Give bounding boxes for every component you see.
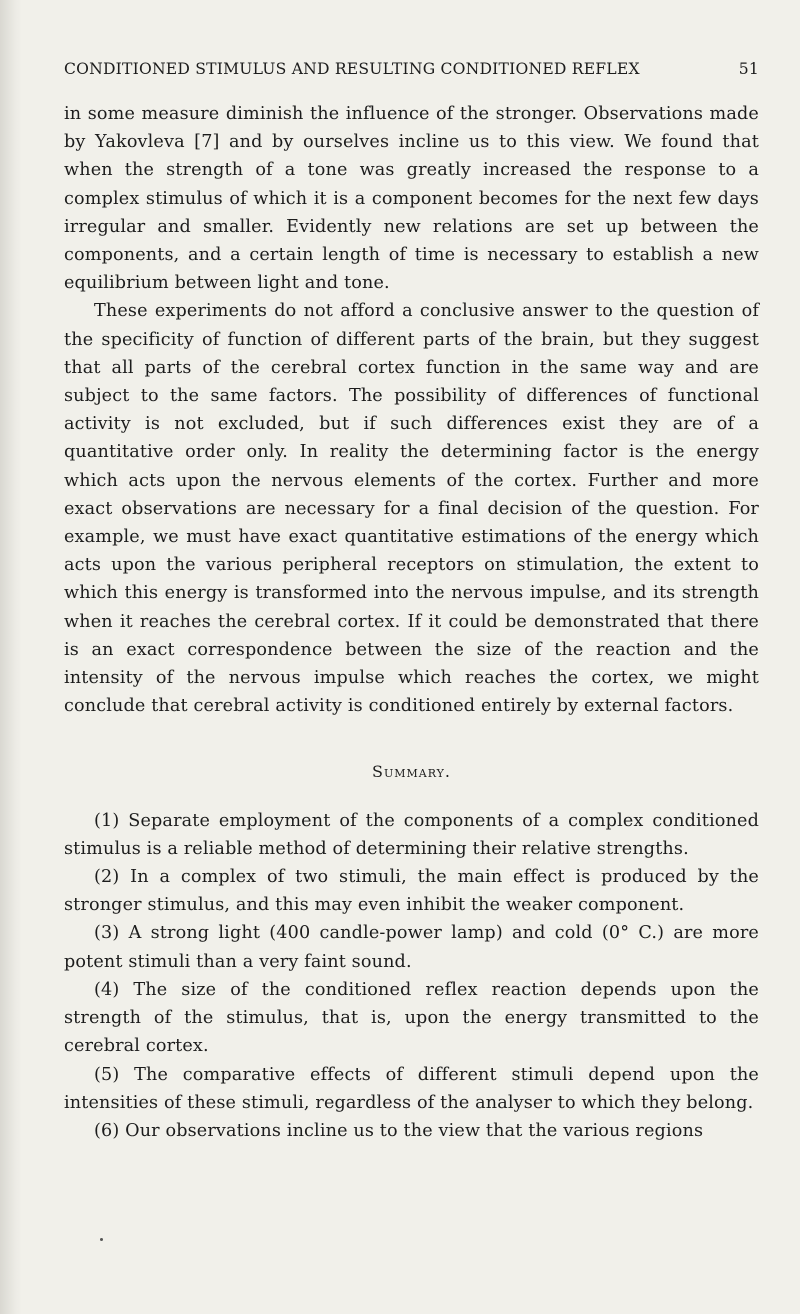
summary-item: (4) The size of the conditioned reflex reaction depends upon the strength of the stimulus, that is, upon the energy transmitted to the cerebral cortex. [64, 979, 759, 1057]
paragraph: These experiments do not afford a conclusive answer to the question of the specificity of function of different parts of the brain, but they suggest that all parts of the cerebral cortex function in the same way and are subject to the same factors. The possibility of differences of functional activity is not excluded, but if such differences exist they are of a quantitative order only. In reality the determining factor is the energy which acts upon the nervous elements of the cortex. Further and more exact observations are necessary for a final decision of the question. For example, we must have exact quantitative estimations of the energy which acts upon the various peripheral receptors on stimulation, the extent to which this energy is transformed into the nervous impulse, and its strength when it reaches the cerebral cortex. If it could be demonstrated that there is an exact correspondence between the size of the reaction and the intensity of the nervous impulse which reaches the cortex, we might conclude that cerebral activity is conditioned entirely by external factors. [64, 301, 759, 717]
page-gutter-shadow [0, 0, 22, 1314]
body-text [64, 100, 759, 1145]
page-number: 51 [738, 60, 759, 78]
running-head [64, 60, 759, 78]
paper-speck [100, 1238, 103, 1241]
summary-heading: Summary. [372, 762, 451, 782]
summary-item: (5) The comparative effects of different stimuli depend upon the intensities of these stimuli, regardless of the analyser to which they belong. [64, 1064, 759, 1113]
summary-item: (1) Separate employment of the components of a complex conditioned stimulus is a reliable method of determining their relative strengths. [64, 810, 759, 859]
paragraph-continued: in some measure diminish the influence of the stronger. Observations made by Yakovleva [7] and by ourselves incline us to this view. We found that when the strength of a tone was greatly increased the response to a complex stimulus of which it is a component becomes for the next few days irregular and smaller. Evidently new relations are set up between the components, and a certain length of time is necessary to establish a new equilibrium between light and tone. [64, 104, 759, 294]
summary-item: (3) A strong light (400 candle-power lamp) and cold (0° C.) are more potent stimuli than a very faint sound. [64, 923, 759, 972]
running-head-title: CONDITIONED STIMULUS AND RESULTING CONDITIONED REFLEX [64, 60, 640, 78]
summary-item: (2) In a complex of two stimuli, the main effect is produced by the stronger stimulus, and this may even inhibit the weaker component. [64, 867, 759, 916]
summary-item: (6) Our observations incline us to the view that the various regions [94, 1120, 704, 1141]
